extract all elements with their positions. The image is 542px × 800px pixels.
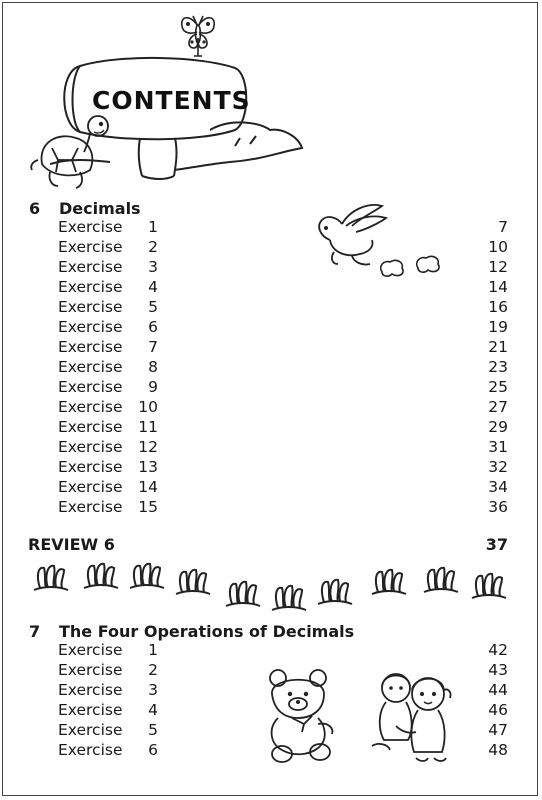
exercise-label: Exercise — [58, 478, 123, 496]
page-number: 25 — [488, 378, 508, 396]
exercise-number: 7 — [148, 338, 158, 356]
exercise-label: Exercise — [58, 438, 123, 456]
exercise-label: Exercise — [58, 458, 123, 476]
exercise-number: 10 — [138, 398, 158, 416]
exercise-label: Exercise — [58, 378, 123, 396]
page-number: 23 — [488, 358, 508, 376]
section-title: The Four Operations of Decimals — [59, 622, 355, 641]
section-number: 7 — [29, 622, 41, 641]
exercise-number: 15 — [138, 498, 158, 516]
page-number: 27 — [488, 398, 508, 416]
toc-row[interactable] — [0, 358, 542, 378]
exercise-number: 13 — [138, 458, 158, 476]
exercise-number: 3 — [148, 681, 158, 699]
exercise-label: Exercise — [58, 218, 123, 236]
page-number: 31 — [488, 438, 508, 456]
toc-row[interactable] — [0, 498, 542, 518]
exercise-number: 5 — [148, 721, 158, 739]
page-number: 12 — [488, 258, 508, 276]
footprints-icon — [378, 254, 448, 278]
page-number: 46 — [488, 701, 508, 719]
exercise-number: 4 — [148, 278, 158, 296]
page-title: CONTENTS — [92, 86, 251, 115]
section-heading — [0, 199, 542, 219]
exercise-number: 14 — [138, 478, 158, 496]
exercise-label: Exercise — [58, 358, 123, 376]
toc-row[interactable] — [0, 338, 542, 358]
page-number: 48 — [488, 741, 508, 759]
toc-row[interactable] — [0, 218, 542, 238]
toc-row[interactable] — [0, 438, 542, 458]
exercise-label: Exercise — [58, 258, 123, 276]
exercise-number: 9 — [148, 378, 158, 396]
toc-row[interactable] — [0, 318, 542, 338]
review-page-number: 37 — [485, 535, 508, 554]
exercise-number: 6 — [148, 741, 158, 759]
exercise-label: Exercise — [58, 278, 123, 296]
exercise-label: Exercise — [58, 661, 123, 679]
page-number: 7 — [498, 218, 508, 236]
page-number: 36 — [488, 498, 508, 516]
exercise-label: Exercise — [58, 338, 123, 356]
exercise-number: 6 — [148, 318, 158, 336]
page-number: 43 — [488, 661, 508, 679]
exercise-number: 11 — [138, 418, 158, 436]
exercise-label: Exercise — [58, 681, 123, 699]
toc-row[interactable] — [0, 418, 542, 438]
exercise-number: 2 — [148, 238, 158, 256]
exercise-number: 2 — [148, 661, 158, 679]
page-number: 34 — [488, 478, 508, 496]
exercise-label: Exercise — [58, 741, 123, 759]
exercise-number: 5 — [148, 298, 158, 316]
page-number: 19 — [488, 318, 508, 336]
exercise-number: 4 — [148, 701, 158, 719]
exercise-label: Exercise — [58, 701, 123, 719]
page-number: 10 — [488, 238, 508, 256]
page-number: 44 — [488, 681, 508, 699]
exercise-label: Exercise — [58, 238, 123, 256]
toc-row[interactable] — [0, 298, 542, 318]
toc-row[interactable] — [0, 258, 542, 278]
exercise-label: Exercise — [58, 418, 123, 436]
exercise-number: 12 — [138, 438, 158, 456]
page-number: 14 — [488, 278, 508, 296]
dolls-icon — [368, 666, 462, 766]
grass-tufts-decoration — [28, 556, 518, 614]
exercise-label: Exercise — [58, 298, 123, 316]
section-title: Decimals — [59, 199, 141, 218]
teddy-bear-icon — [262, 668, 346, 764]
section-number: 6 — [29, 199, 41, 218]
review-row[interactable] — [0, 535, 542, 555]
page-number: 21 — [488, 338, 508, 356]
toc-row[interactable] — [0, 641, 542, 661]
toc-row[interactable] — [0, 398, 542, 418]
toc-row[interactable] — [0, 378, 542, 398]
review-label: REVIEW 6 — [28, 535, 115, 554]
page-number: 47 — [488, 721, 508, 739]
exercise-label: Exercise — [58, 398, 123, 416]
exercise-label: Exercise — [58, 498, 123, 516]
exercise-number: 3 — [148, 258, 158, 276]
toc-row[interactable] — [0, 238, 542, 258]
page-number: 32 — [488, 458, 508, 476]
toc-row[interactable] — [0, 478, 542, 498]
exercise-number: 8 — [148, 358, 158, 376]
exercise-label: Exercise — [58, 721, 123, 739]
section-heading — [0, 622, 542, 642]
page-number: 16 — [488, 298, 508, 316]
turtle-icon — [28, 112, 118, 196]
page-number: 42 — [488, 641, 508, 659]
exercise-number: 1 — [148, 218, 158, 236]
exercise-label: Exercise — [58, 318, 123, 336]
page-number: 29 — [488, 418, 508, 436]
exercise-number: 1 — [148, 641, 158, 659]
toc-row[interactable] — [0, 278, 542, 298]
exercise-label: Exercise — [58, 641, 123, 659]
toc-row[interactable] — [0, 458, 542, 478]
